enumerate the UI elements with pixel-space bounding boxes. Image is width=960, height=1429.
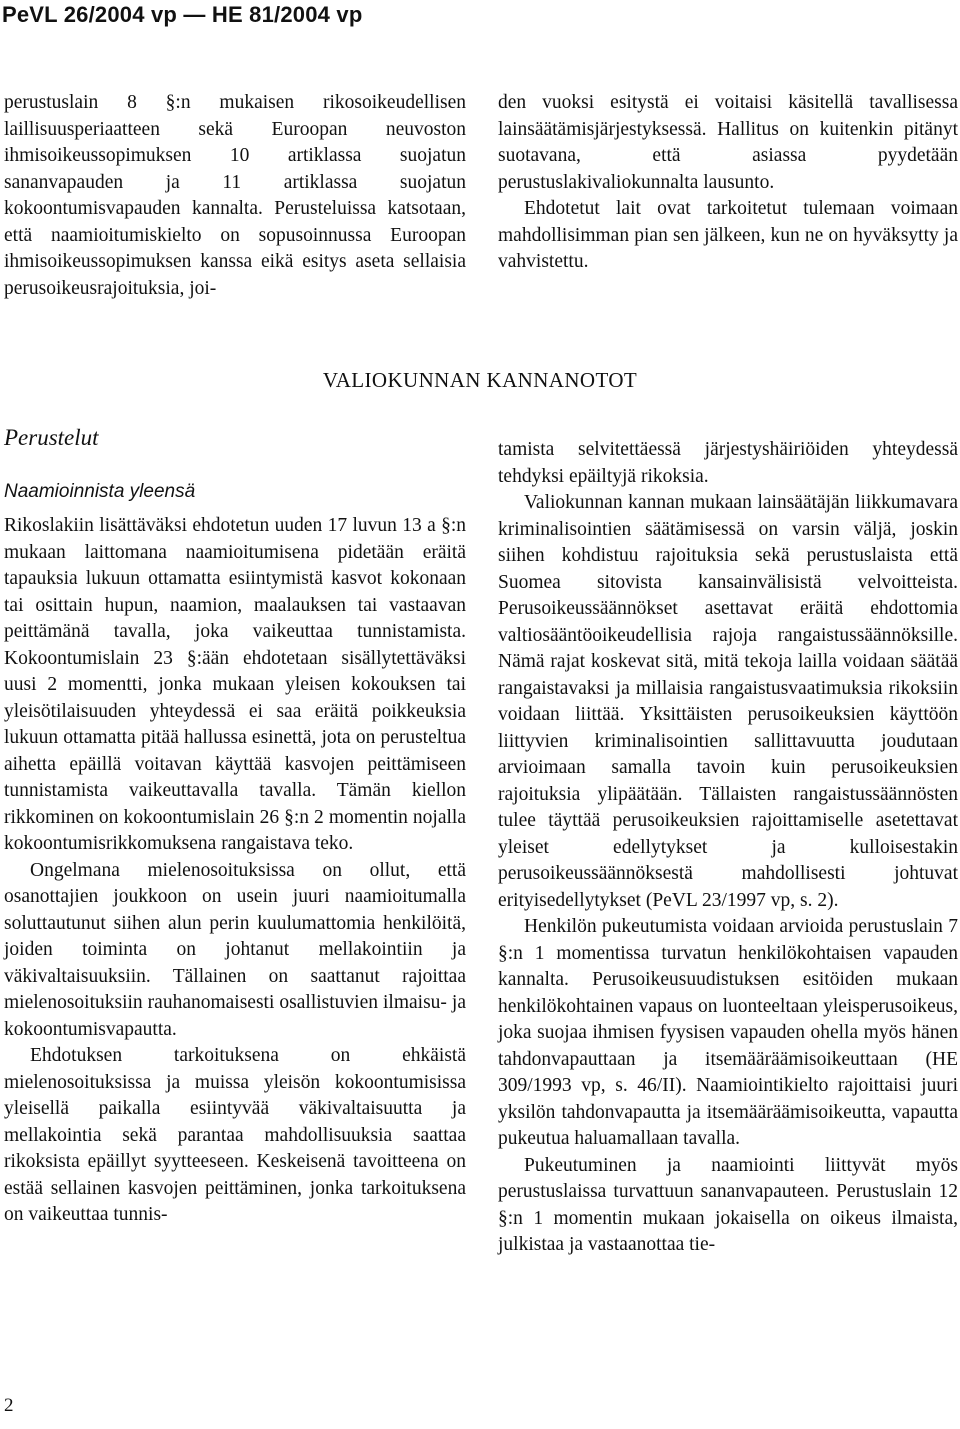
paragraph: Valiokunnan kannan mukaan lainsäätäjän liikkumavara kriminalisointien säätämisessä on varsin väljä, joskin siihen kohdistuu rajoituksia sekä perustuslaista että Suomea sitovista kansainvälisistä velvoitteista. Perusoikeussäännökset asettavat eräitä ehdottomia valtiosääntöoikeudellisia rajoja rangaistussäännöksille. Nämä rajat koskevat sitä, mitä tekoja lailla voidaan säätää rangaistavaksi ja millaisia rangaistusvaatimuksia rikoksiin voidaan liittää. Yksittäisten perusoikeuksien käyttöön liittyvien kriminalisointien sallittavuutta joudutaan arvioimaan samalla tavoin kuin perusoikeuksien rajoituksia ylipäätään. Tällaisten rangaistussäännösten tulee täyttää perusoikeuksien rajoittamiselle asetettavat yleiset edellytykset ja kulloisestakin perusoikeussäännöksestä mahdollisesti johtuvat erityisedellytykset (PeVL 23/1997 vp, s. 2).	[498, 492, 958, 911]
column-top-right	[498, 90, 958, 276]
subheading-naamioinnista: Naamioinnista yleensä	[4, 481, 196, 502]
column-bottom-left	[4, 513, 466, 1229]
paragraph: Pukeutuminen ja naamiointi liittyvät myös perustuslaissa turvattuun sananvapauteen. Perustuslain 12 §:n 1 momentin mukaan jokaisella on oikeus ilmaista, julkistaa ja vastaanottaa tie-	[498, 1154, 958, 1255]
column-top-left	[4, 90, 466, 302]
page-number: 2	[4, 1395, 14, 1416]
section-title: VALIOKUNNAN KANNANOTOT	[322, 368, 638, 392]
paragraph: Henkilön pukeutumista voidaan arvioida perustuslain 7 §:n 1 momentissa turvatun henkilökohtaisen vapauden kannalta. Perusoikeusuudistuksen esitöiden mukaan henkilökohtainen vapaus on luonteeltaan yleisperusoikeus, joka suojaa ihmisen fyysisen vapauden ohella myös hänen tahdonvapauttaan ja itsemääräämisoikeuttaan (HE 309/1993 vp, s. 46/II). Naamiointikielto rajoittaisi juuri yksilön tahdonvapautta ja itsemääräämisoikeutta, vapautta pukeutua haluamallaan tavalla.	[498, 916, 958, 1149]
paragraph: den vuoksi esitystä ei voitaisi käsitellä tavallisessa lainsäätämisjärjestyksessä. Hallitus on kuitenkin pitänyt suotavana, että asiassa pyydetään perustuslakivaliokunnalta lausunto.	[498, 92, 958, 193]
paragraph: Rikoslakiin lisättäväksi ehdotetun uuden 17 luvun 13 a §:n mukaan laittomana naamioitumisena pidetään eräitä tapauksia lukuun ottamatta esiintymistä kasvot kokonaan tai osittain hupun, naamion, maalauksen tai vastaavan peittämänä tavalla, joka vaikeuttaa tunnistamista. Kokoontumislain 23 §:ään ehdotetaan sisällytettäväksi uusi 2 momentti, jonka mukaan yleisen kokouksen tai yleisötilaisuuden yhteydessä ei saa eräitä poikkeuksia lukuun ottamatta pitää hallussa esinettä, jota on perusteltua aihetta epäillä voitavan käyttää kasvojen peittämiseen tunnistamista vaikeuttavalla tavalla. Tämän kiellon rikkominen on kokoontumislain 26 §:n 2 momentin nojalla kokoontumisrikkomuksena rangaistava teko.	[4, 515, 466, 854]
heading-perustelut: Perustelut	[4, 425, 99, 450]
paragraph: Ehdotuksen tarkoituksena on ehkäistä mielenosoituksissa ja muissa yleisön kokoontumisissa yleisellä paikalla esiintyvää väkivaltaisuutta ja mellakointia sekä parantaa mahdollisuuksia saattaa rikoksista epäillyt syytteeseen. Keskeisenä tavoitteena on estää sellainen kasvojen peittäminen, jonka tarkoituksena on vaikeuttaa tunnis-	[4, 1045, 466, 1225]
page-header: PeVL 26/2004 vp — HE 81/2004 vp	[2, 2, 363, 27]
paragraph: tamista selvitettäessä järjestyshäiriöiden yhteydessä tehdyksi epäiltyjä rikoksia.	[498, 439, 958, 487]
paragraph: perustuslain 8 §:n mukaisen rikosoikeudellisen laillisuusperiaatteen sekä Euroopan neuvoston ihmisoikeussopimuksen 10 artiklassa suojatun sananvapauden ja 11 artiklassa suojatun kokoontumisvapauden kannalta. Perusteluissa katsotaan, että naamioitumiskielto on sopusoinnussa Euroopan ihmisoikeussopimuksen kanssa eikä esitys aseta sellaisia perusoikeusrajoituksia, joi-	[4, 92, 466, 299]
column-bottom-right	[498, 437, 958, 1259]
paragraph: Ehdotetut lait ovat tarkoitetut tulemaan voimaan mahdollisimman pian sen jälkeen, kun ne on hyväksytty ja vahvistettu.	[498, 198, 958, 272]
paragraph: Ongelmana mielenosoituksissa on ollut, että osanottajien joukkoon on usein juuri naamioitumalla soluttautunut siihen alun perin kuulumattomia henkilöitä, joiden toiminta on johtanut mellakointiin ja väkivaltaisuuksiin. Tällainen on saattanut rajoittaa mielenosoituksiin rauhanomaisesti osallistuvien ilmaisu- ja kokoontumisvapautta.	[4, 859, 466, 1040]
